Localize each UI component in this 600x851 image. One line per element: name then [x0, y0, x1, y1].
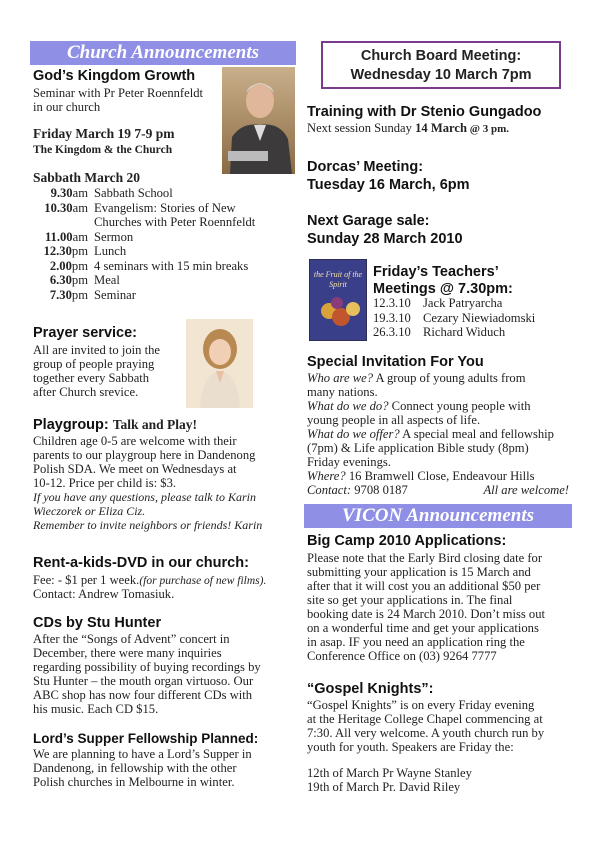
schedule-desc: Sabbath School [94, 186, 173, 200]
invitation-line: many nations. [307, 385, 378, 399]
schedule-desc: Lunch [94, 244, 127, 258]
knights-speaker: 12th of March Pr Wayne Stanley [307, 766, 472, 780]
garage-line1: Next Garage sale: [307, 213, 430, 229]
supper-line: Polish churches in Melbourne in winter. [33, 775, 235, 789]
sabbath-date: Sabbath March 20 [33, 170, 141, 185]
bigcamp-line: Conference Office on (03) 9264 7777 [307, 649, 497, 663]
invitation-line [307, 483, 569, 497]
training-date: 14 March [415, 121, 467, 135]
offer-answer: A special meal and fellowship [399, 427, 554, 441]
cds-line: After the “Songs of Advent” concert in [33, 632, 230, 646]
prayer-text [33, 343, 160, 399]
teacher-name: Jack Patryarcha [423, 296, 503, 310]
training-time: @ 3 pm. [466, 123, 509, 135]
playgroup-line: 10-12. Price per child is: $3. [33, 476, 177, 490]
playgroup-line: Polish SDA. We meet on Wednesdays at [33, 462, 237, 476]
training-text-a: Next session Sunday [307, 121, 416, 135]
bigcamp-line: Please note that the Early Bird closing date for [307, 551, 543, 565]
bigcamp-line: in asap. IF you need an application ring the [307, 635, 525, 649]
dvd-contact: Contact: Andrew Tomasiuk. [33, 587, 175, 601]
teacher-date: 19.3.10 [373, 310, 411, 325]
knights-speaker: 19th of March Pr. David Riley [307, 780, 461, 794]
supper-title: Lord’s Supper Fellowship Planned: [33, 731, 259, 746]
invitation-text [307, 371, 569, 497]
svg-text:Spirit: Spirit [329, 280, 347, 289]
playgroup-text [33, 434, 262, 532]
board-line2: Wednesday 10 March 7pm [350, 67, 532, 83]
where-question: Where? [307, 469, 346, 483]
kingdom-title: God’s Kingdom Growth [33, 68, 196, 84]
bigcamp-title: Big Camp 2010 Applications: [307, 533, 507, 549]
teachers-title1: Friday’s Teachers’ [373, 264, 499, 280]
bigcamp-line: site so get your applications in. The final [307, 593, 513, 607]
cds-line: Stu Hunter – the mouth organ virtuoso. Our [33, 674, 254, 688]
offer-question: What do we offer? [307, 427, 400, 441]
fruit-of-spirit-book-cover [309, 259, 367, 341]
board-line1: Church Board Meeting: [360, 48, 522, 64]
playgroup-title [33, 416, 197, 434]
knights-line: youth for youth. Speakers are Friday the: [307, 740, 514, 754]
dvd-fee-text: Fee: - $1 per 1 week. [33, 573, 140, 587]
supper-line: We are planning to have a Lord’s Supper in [33, 747, 252, 761]
sabbath-schedule [33, 186, 255, 302]
playgroup-note: If you have any questions, please talk to Karin [33, 490, 256, 504]
bigcamp-line: booking date is 24 March 2010. Don’t miss out [307, 607, 545, 621]
schedule-row [33, 259, 255, 274]
dvd-fee-note: (for purchase of new films). [139, 575, 267, 587]
friday-session: Friday March 19 7-9 pm [33, 126, 175, 141]
schedule-time: 7.30pm [49, 287, 88, 302]
knights-line: at the Heritage College Chapel commencing at [307, 712, 543, 726]
where-answer: 16 Bramwell Close, Endeavour Hills [345, 469, 535, 483]
knights-line: 7:30. All very welcome. A youth church run by [307, 726, 545, 740]
invitation-line: young people in all aspects of life. [307, 413, 481, 427]
invitation-line: Friday evenings. [307, 455, 391, 469]
contact-phone: 9708 0187 [351, 483, 408, 497]
schedule-row [33, 215, 255, 230]
training-title: Training with Dr Stenio Gungadoo [307, 104, 542, 120]
schedule-time: 2.00pm [49, 258, 88, 273]
schedule-desc: 4 seminars with 15 min breaks [94, 258, 249, 273]
schedule-desc: Meal [94, 273, 120, 287]
schedule-time: 11.00am [44, 229, 88, 244]
invitation-line [307, 427, 569, 441]
schedule-time: 12.30pm [43, 244, 88, 258]
all-welcome: All are welcome! [483, 483, 569, 497]
bigcamp-line: after that it will cost you an additional $50 per [307, 579, 541, 593]
bigcamp-line: on a wonderful time and get your applications [307, 621, 539, 635]
cds-text [33, 632, 261, 716]
invitation-line: (7pm) & Life application Bible study (8pm) [307, 441, 529, 455]
prayer-line: All are invited to join the [33, 343, 160, 357]
invitation-line [307, 399, 569, 413]
schedule-desc: Sermon [94, 229, 134, 244]
schedule-desc: Churches with Peter Roennfeldt [94, 215, 256, 229]
schedule-row [33, 288, 255, 303]
cds-line: regarding possibility of buying recordings by [33, 660, 261, 674]
teacher-name: Cezary Niewiadomski [423, 310, 536, 325]
teacher-date: 26.3.10 [373, 325, 411, 339]
playgroup-subtitle: Talk and Play! [112, 417, 198, 432]
who-question: Who are we? [307, 371, 373, 385]
supper-text [33, 747, 252, 789]
vicon-announcements-banner [304, 504, 572, 528]
prayer-title: Prayer service: [33, 325, 137, 341]
dvd-fee [33, 573, 266, 588]
schedule-row [33, 186, 255, 201]
speaker-photo [222, 67, 295, 174]
vicon-banner-text: VICON Announcements [342, 505, 534, 526]
schedule-time: 6.30pm [49, 273, 88, 287]
teacher-row [373, 325, 535, 340]
what-question: What do we do? [307, 399, 389, 413]
playgroup-note: Remember to invite neighbors or friends! Karin [33, 518, 263, 532]
teacher-row [373, 296, 535, 311]
invitation-line [307, 371, 569, 385]
prayer-line: together every Sabbath [33, 371, 150, 385]
dorcas-line2: Tuesday 16 March, 6pm [307, 177, 470, 193]
bigcamp-line: submitting your application is 15 March and [307, 565, 531, 579]
knights-text [307, 698, 544, 794]
contact-label: Contact: [307, 483, 352, 497]
schedule-row [33, 201, 255, 216]
praying-child-photo [186, 319, 253, 408]
invitation-line [307, 469, 569, 483]
friday-topic: The Kingdom & the Church [33, 144, 173, 156]
training-text [307, 121, 509, 136]
bigcamp-text [307, 551, 545, 663]
church-announcements-banner [30, 41, 296, 65]
schedule-time [33, 215, 94, 230]
dvd-title: Rent-a-kids-DVD in our church: [33, 555, 249, 571]
dorcas-line1: Dorcas’ Meeting: [307, 159, 424, 175]
schedule-row [33, 273, 255, 288]
schedule-time: 9.30am [50, 186, 88, 200]
invitation-title: Special Invitation For You [307, 354, 484, 370]
cds-line: ABC shop has now four different CDs with [33, 688, 253, 702]
supper-line: Dandenong, in fellowship with the other [33, 761, 237, 775]
knights-title: “Gospel Knights”: [307, 681, 434, 697]
teacher-row [373, 311, 535, 326]
schedule-desc: Evangelism: Stories of New [94, 200, 236, 215]
schedule-desc: Seminar [94, 287, 136, 302]
book-title: the Fruit of the [313, 270, 363, 279]
garage-line2: Sunday 28 March 2010 [307, 231, 463, 247]
banner-text: Church Announcements [66, 42, 259, 63]
teacher-date: 12.3.10 [373, 296, 411, 310]
teachers-title2: Meetings @ 7.30pm: [373, 281, 513, 297]
cds-line: his music. Each CD $15. [33, 702, 159, 716]
cds-title: CDs by Stu Hunter [33, 615, 162, 631]
kingdom-sub1: Seminar with Pr Peter Roennfeldt [33, 86, 203, 100]
cds-line: December, there were many inquiries [33, 646, 222, 660]
board-meeting-box [321, 41, 561, 89]
schedule-row [33, 244, 255, 259]
schedule-row [33, 230, 255, 245]
what-answer: Connect young people with [388, 399, 531, 413]
kingdom-sub2: in our church [33, 100, 101, 114]
who-answer: A group of young adults from [373, 371, 526, 385]
playgroup-note: Wieczorek or Eliza Ciz. [33, 504, 146, 518]
playgroup-heading: Playgroup: [33, 417, 109, 433]
teachers-list [373, 296, 535, 340]
playgroup-line: parents to our playgroup here in Dandenong [33, 448, 256, 462]
knights-line: “Gospel Knights” is on every Friday evening [307, 698, 535, 712]
teacher-name: Richard Widuch [423, 325, 506, 339]
prayer-line: after Church srevice. [33, 385, 139, 399]
prayer-line: group of people praying [33, 357, 155, 371]
schedule-time: 10.30am [44, 200, 88, 215]
playgroup-line: Children age 0-5 are welcome with their [33, 434, 237, 448]
